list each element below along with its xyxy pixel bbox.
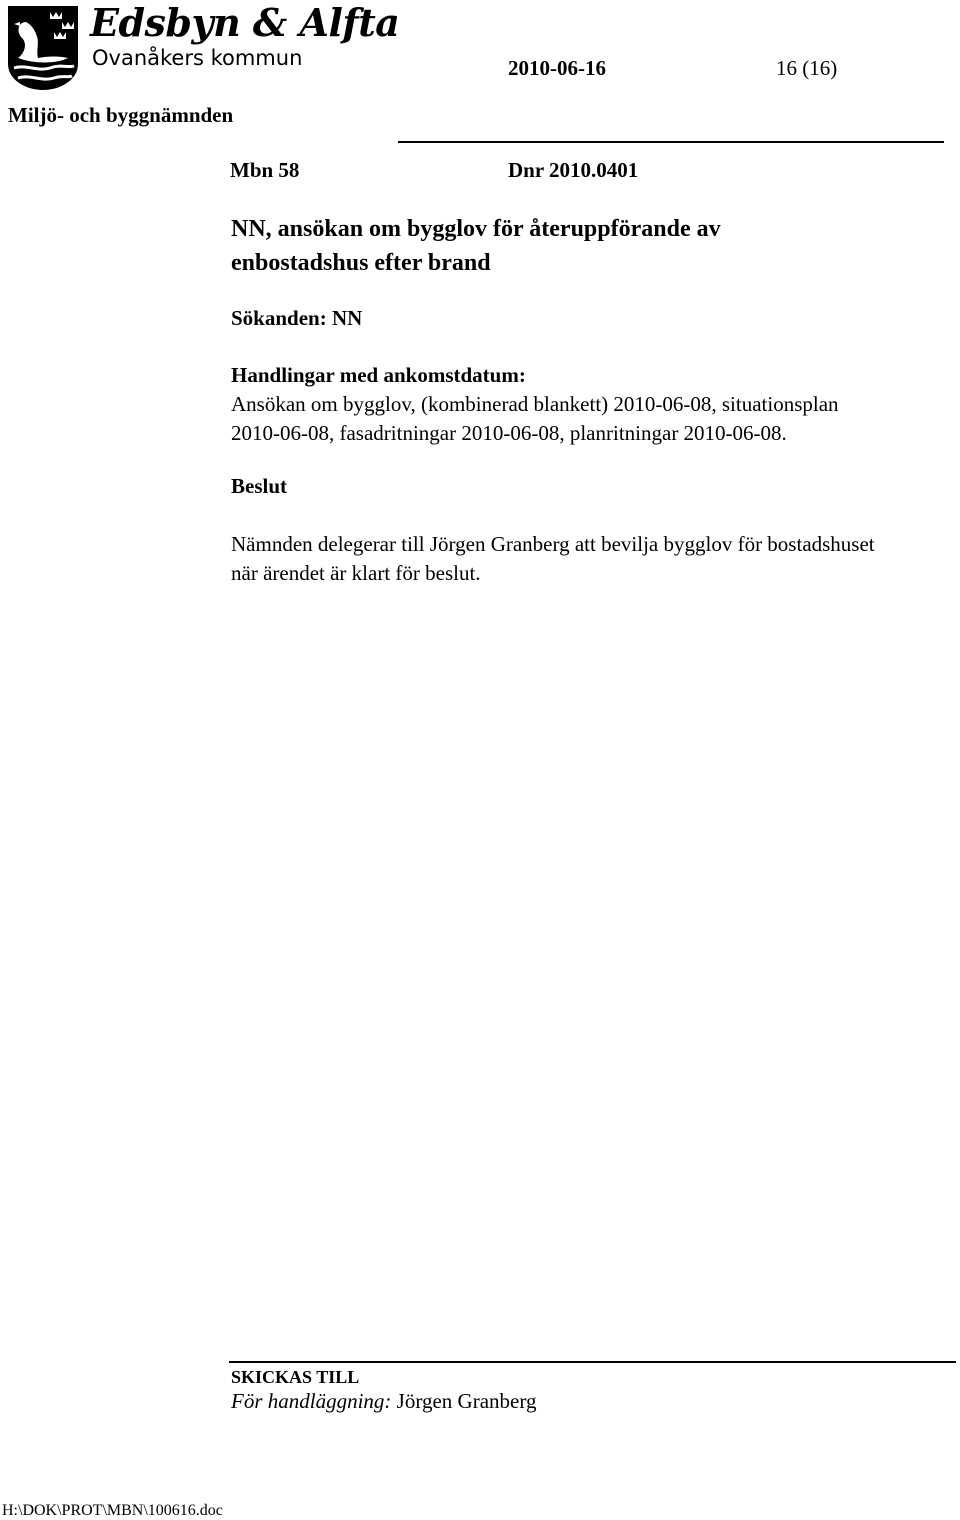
distribution-label: För handläggning: <box>231 1389 392 1413</box>
municipality-logo <box>4 0 400 92</box>
file-path: H:\DOK\PROT\MBN\100616.doc <box>2 1502 223 1519</box>
decision-text <box>231 530 875 588</box>
swan-crown-icon <box>4 2 82 92</box>
header-divider <box>398 141 944 143</box>
distribution-divider <box>229 1361 956 1363</box>
documents-list <box>231 390 839 448</box>
paragraph-number: Mbn 58 <box>230 158 300 182</box>
case-title-line2: enbostadshus efter brand <box>231 250 491 276</box>
page-number: 16 (16) <box>776 56 838 80</box>
distribution-recipient: Jörgen Granberg <box>396 1389 537 1413</box>
documents-heading: Handlingar med ankomstdatum: <box>231 363 526 387</box>
decision-heading: Beslut <box>231 474 288 498</box>
decision-line2: när ärendet är klart för beslut. <box>231 561 481 585</box>
distribution-line <box>231 1389 536 1414</box>
documents-line2: 2010-06-08, fasadritningar 2010-06-08, planritningar 2010-06-08. <box>231 421 787 445</box>
document-date: 2010-06-16 <box>508 56 606 80</box>
applicant: Sökanden: NN <box>231 306 363 330</box>
case-title-line1: NN, ansökan om bygglov för återuppförande av <box>231 216 721 242</box>
case-title <box>231 212 721 280</box>
distribution-heading: SKICKAS TILL <box>231 1367 360 1387</box>
decision-line1: Nämnden delegerar till Jörgen Granberg att bevilja bygglov för bostadshuset <box>231 532 875 556</box>
case-number: Dnr 2010.0401 <box>508 158 639 182</box>
logo-subtitle: Ovanåkers kommun <box>92 46 303 70</box>
logo-title: Edsbyn & Alfta <box>90 0 400 45</box>
documents-line1: Ansökan om bygglov, (kombinerad blankett) 2010-06-08, situationsplan <box>231 392 839 416</box>
department-name: Miljö- och byggnämnden <box>8 103 234 127</box>
